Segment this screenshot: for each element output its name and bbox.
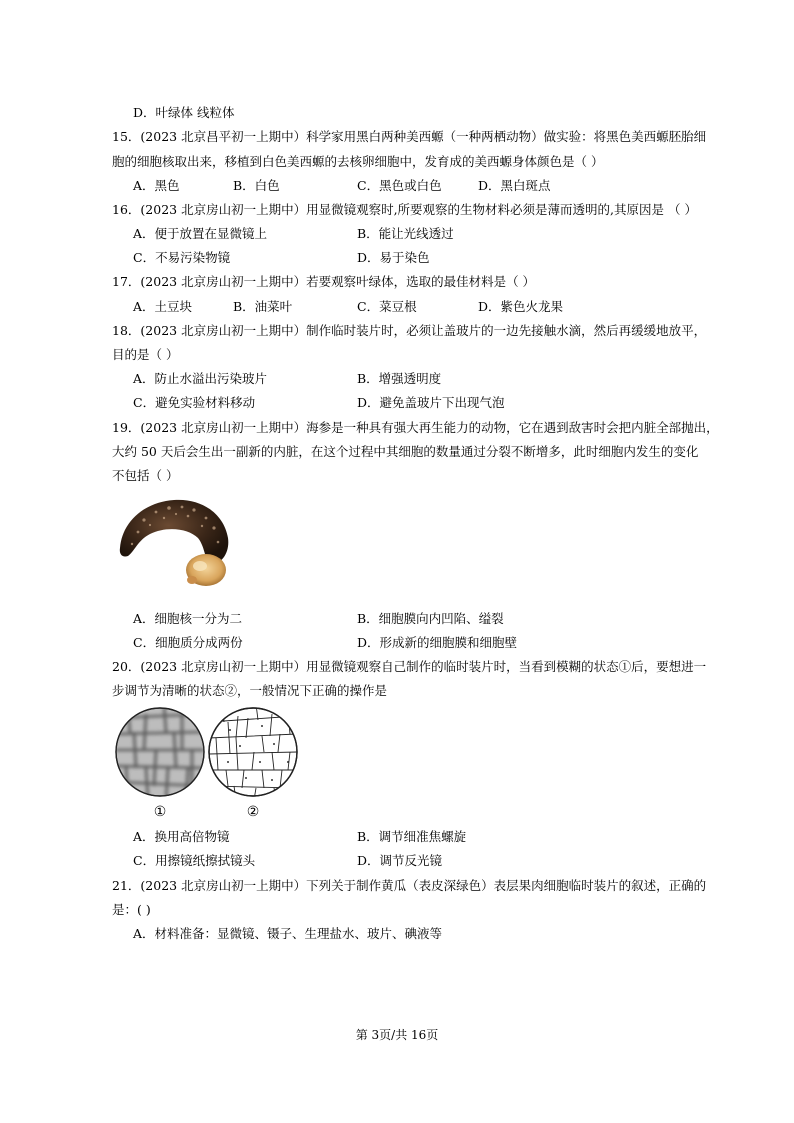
q16-option-b: B．能让光线透过: [357, 226, 454, 241]
q21-option-a: A．材料准备：显微镜、镊子、生理盐水、玻片、碘液等: [133, 926, 443, 941]
q20-stem-line2: 步调节为清晰的状态②，一般情况下正确的操作是: [112, 683, 388, 698]
q15-option-d: D．黑白斑点: [478, 178, 551, 193]
view-label-clear: ②: [246, 804, 260, 820]
q15-stem-line2: 胞的细胞核取出来，移植到白色美西螈的去核卵细胞中，发育成的美西螈身体颜色是（ ）: [112, 154, 604, 169]
q20-option-c: C．用擦镜纸擦拭镜头: [133, 853, 256, 868]
q15-option-a: A．黑色: [133, 178, 180, 193]
q16-option-a: A．便于放置在显微镜上: [133, 226, 268, 241]
q20-stem-line1: 20．(2023 北京房山初一上期中）用显微镜观察自己制作的临时装片时，当看到模糊的状态①后，要想进一: [112, 659, 707, 674]
q17-stem-line1: 17．(2023 北京房山初一上期中）若要观察叶绿体，选取的最佳材料是（ ）: [112, 274, 536, 289]
q20-option-d: D．调节反光镜: [357, 853, 443, 868]
q18-option-d: D．避免盖玻片下出现气泡: [357, 395, 505, 410]
sea-cucumber-image: [114, 492, 232, 590]
q15-option-c: C．黑色或白色: [357, 178, 442, 193]
q17-option-c: C．菜豆根: [357, 299, 417, 314]
q16-option-d: D．易于染色: [357, 250, 430, 265]
q19-option-c: C．细胞质分成两份: [133, 635, 243, 650]
view-label-blurry: ①: [153, 804, 167, 820]
q17-option-a: A．土豆块: [133, 299, 193, 314]
microscope-views-figure: [112, 704, 308, 824]
q19-stem-line2: 大约 50 天后会生出一副新的内脏，在这个过程中其细胞的数量通过分裂不断增多，此时细胞内发生的变化: [112, 444, 699, 459]
q18-option-c: C．避免实验材料移动: [133, 395, 256, 410]
q16-stem-line1: 16．(2023 北京房山初一上期中）用显微镜观察时,所要观察的生物材料必须是薄而透明的,其原因是 （ ）: [112, 202, 697, 217]
q21-stem-line2: 是：( ): [112, 902, 151, 917]
q19-option-d: D．形成新的细胞膜和细胞壁: [357, 635, 518, 650]
q14-option-d: D．叶绿体 线粒体: [133, 105, 235, 120]
q16-option-c: C．不易污染物镜: [133, 250, 231, 265]
q20-option-b: B．调节细准焦螺旋: [357, 829, 467, 844]
q19-option-a: A．细胞核一分为二: [133, 611, 243, 626]
q18-stem-line2: 目的是（ ）: [112, 347, 179, 362]
q18-option-b: B．增强透明度: [357, 371, 442, 386]
q21-stem-line1: 21．(2023 北京房山初一上期中）下列关于制作黄瓜（表皮深绿色）表层果肉细胞临时装片的叙述，正确的: [112, 878, 707, 893]
q15-stem-line1: 15．(2023 北京昌平初一上期中）科学家用黑白两种美西螈（一种两栖动物）做实验：将黑色美西螈胚胎细: [112, 129, 707, 144]
q18-stem-line1: 18．(2023 北京房山初一上期中）制作临时装片时，必须让盖玻片的一边先接触水滴，然后再缓缓地放平，: [112, 323, 707, 338]
q19-stem-line1: 19．(2023 北京房山初一上期中）海参是一种具有强大再生能力的动物，它在遇到敌害时会把内脏全部抛出，: [112, 420, 719, 435]
q19-option-b: B．细胞膜向内凹陷、缢裂: [357, 611, 504, 626]
q17-option-d: D．紫色火龙果: [478, 299, 564, 314]
q17-option-b: B．油菜叶: [233, 299, 293, 314]
q18-option-a: A．防止水溢出污染玻片: [133, 371, 268, 386]
q20-option-a: A．换用高倍物镜: [133, 829, 230, 844]
q19-stem-line3: 不包括（ ）: [112, 468, 179, 483]
page-number-footer: 第 3页/共 16页: [355, 1028, 439, 1042]
q15-option-b: B．白色: [233, 178, 280, 193]
